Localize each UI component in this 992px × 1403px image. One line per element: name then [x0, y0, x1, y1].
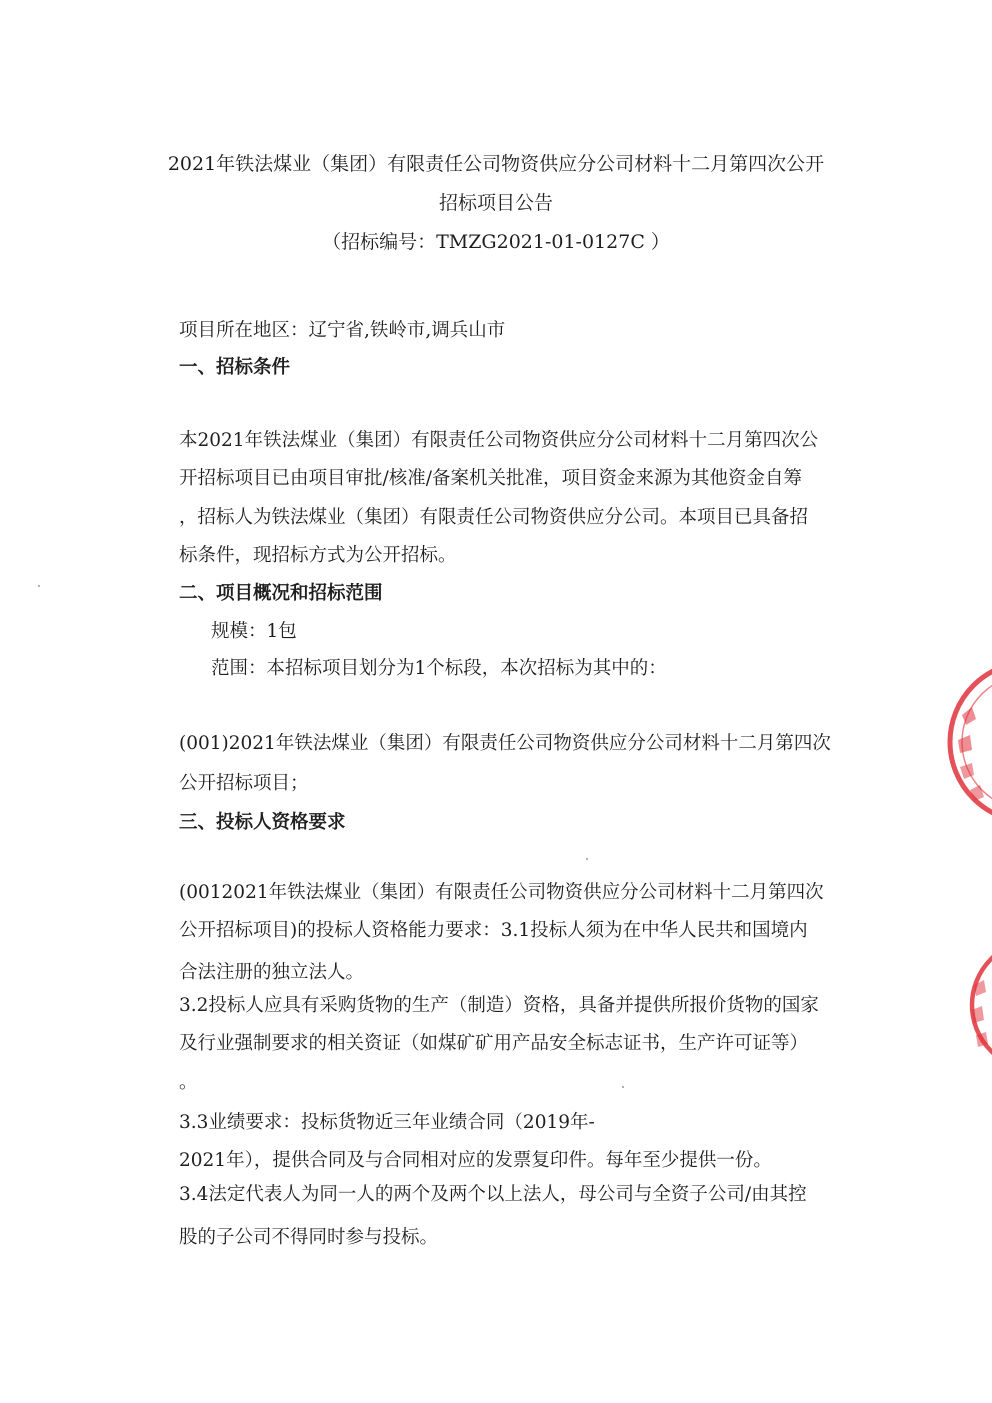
section3-heading: 三、投标人资格要求 — [179, 812, 346, 833]
section3-line: 及行业强制要求的相关资证（如煤矿矿用产品安全标志证书，生产许可证等） — [179, 1033, 809, 1054]
section3-line: 3.2投标人应具有采购货物的生产（制造）资格，具备并提供所报价货物的国家 — [179, 995, 819, 1016]
document-title-line1: 2021年铁法煤业（集团）有限责任公司物资供应分公司材料十二月第四次公开 — [167, 153, 825, 175]
scan-speck — [622, 1086, 624, 1088]
section3-line: 3.4法定代表人为同一人的两个及两个以上法人，母公司与全资子公司/由其控 — [179, 1184, 807, 1205]
section1-line: 开招标项目已由项目审批/核准/备案机关批准，项目资金来源为其他资金自筹 — [179, 468, 802, 489]
section3-line: 股的子公司不得同时参与投标。 — [179, 1227, 439, 1248]
section3-line: 公开招标项目)的投标人资格能力要求：3.1投标人须为在中华人民共和国境内 — [179, 920, 808, 941]
project-location: 项目所在地区：辽宁省,铁岭市,调兵山市 — [179, 320, 506, 341]
section2-scope: 范围：本招标项目划分为1个标段，本次招标为其中的： — [211, 658, 667, 679]
section3-line: 合法注册的独立法人。 — [179, 962, 365, 983]
section3-line: 。 — [179, 1072, 198, 1093]
section2-heading: 二、项目概况和招标范围 — [179, 583, 383, 604]
section1-line: ，招标人为铁法煤业（集团）有限责任公司物资供应分公司。本项目已具备招 — [179, 507, 809, 528]
section3-line: 2021年），提供合同及与合同相对应的发票复印件。每年至少提供一份。 — [179, 1150, 772, 1171]
section3-line: 3.3业绩要求：投标货物近三年业绩合同（2019年- — [179, 1112, 595, 1133]
red-seal-stamp-lower — [962, 940, 992, 1070]
red-seal-stamp-upper — [940, 655, 992, 830]
tender-number: （招标编号：TMZG2021-01-0127C ） — [322, 231, 670, 253]
section3-line: (0012021年铁法煤业（集团）有限责任公司物资供应分公司材料十二月第四次 — [179, 882, 824, 903]
section1-line: 标条件，现招标方式为公开招标。 — [179, 545, 457, 566]
section2-lot-line: 公开招标项目； — [179, 773, 309, 794]
section1-heading: 一、招标条件 — [179, 357, 291, 378]
scan-speck — [38, 585, 40, 587]
section2-lot-line: (001)2021年铁法煤业（集团）有限责任公司物资供应分公司材料十二月第四次 — [179, 733, 831, 754]
document-title-line2: 招标项目公告 — [438, 192, 553, 214]
section1-line: 本2021年铁法煤业（集团）有限责任公司物资供应分公司材料十二月第四次公 — [179, 430, 819, 451]
scan-speck — [586, 858, 588, 860]
section2-scale: 规模：1包 — [211, 621, 297, 642]
